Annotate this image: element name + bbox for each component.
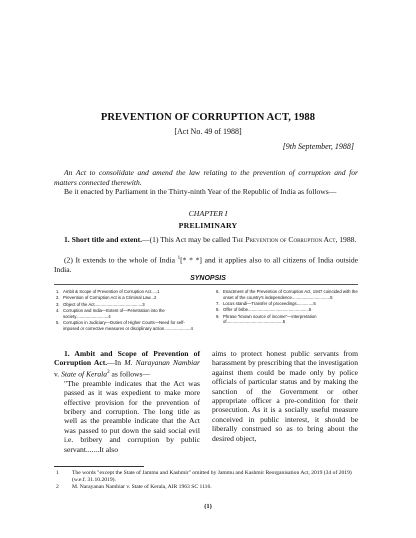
quote-left: "The preamble indicates that the Act was passed as it was expedient to make more effective provision for the prevention of bribery and corruption. The long title as well as the preamble indicate that the Act was passed to put down the said social evil i.e. bribery and corruption by public servant.......It also	[64, 378, 200, 454]
synopsis-item-number: 2.	[56, 295, 60, 301]
footnote-number: 2	[56, 484, 59, 490]
act-name: The Prevention of Corruption Act	[232, 235, 336, 244]
section-1-sub1-text: —(1) This Act may be called	[142, 235, 233, 244]
synopsis-item	[56, 295, 198, 301]
synopsis-item	[56, 308, 198, 319]
synopsis-right-column	[216, 289, 358, 326]
synopsis-item-number: 6.	[216, 289, 220, 294]
commentary-heading: 1. Ambit and Scope of Prevention of Corruption Act.	[54, 349, 200, 368]
commentary-intro-2: v.	[54, 369, 62, 379]
commentary-intro	[54, 349, 200, 379]
section-1-sub2-start: (2) It extends to the whole of India	[64, 255, 178, 265]
synopsis-item-number: 5.	[56, 319, 60, 325]
synopsis-item	[216, 289, 358, 300]
synopsis-item-number: 8.	[216, 307, 220, 313]
page-number: (1)	[204, 503, 212, 510]
synopsis-item	[56, 302, 198, 308]
footnotes	[54, 470, 358, 491]
synopsis-item	[216, 307, 358, 313]
section-1-subsection-1	[54, 235, 358, 245]
synopsis-item-text: Corruption and India—Extent of—Penetration into the society...........................4	[63, 307, 165, 319]
synopsis-item-text: Phrase "known source of income"—interpretation of...............................................5	[223, 313, 317, 325]
synopsis-item-text: Offer of bribe...................................................5	[223, 307, 312, 313]
synopsis-heading: SYNOPSIS	[190, 275, 226, 282]
commentary-intro-1: —In	[107, 358, 125, 368]
omitted-text-marker: [* * *]	[180, 255, 202, 265]
act-number: [Act No. 49 of 1988]	[174, 127, 242, 136]
synopsis-item	[216, 314, 358, 325]
footnote-text: M. Narayanan Nambiar v. State of Kerala, AIR 1963 SC 1116.	[72, 484, 212, 490]
synopsis-divider	[54, 284, 358, 285]
footnote-ref-1[interactable]: 1	[177, 256, 181, 261]
section-1-heading: 1. Short title and extent.	[64, 235, 143, 244]
synopsis-item-text: Enactment of the Prevention of Corruption Act, 1947 coincided with the onset of the country's independence................................5	[223, 289, 358, 300]
synopsis-item-number: 4.	[56, 307, 60, 313]
chapter-label: CHAPTER I	[188, 209, 228, 218]
footnote-ref-2[interactable]: 2	[107, 369, 110, 375]
commentary-intro-3: as follows—	[109, 369, 151, 379]
commentary-right-column	[212, 349, 358, 443]
synopsis-item-number: 1.	[56, 289, 60, 294]
commentary-left-column	[54, 349, 200, 454]
footnote-1	[54, 470, 358, 484]
synopsis-item-text: Prevention of Corruption Act is a Criminal Law...2	[63, 295, 157, 301]
footnote-number: 1	[56, 470, 59, 476]
section-1-sub2-end: and it applies also to all citizens of India outside India.	[54, 255, 358, 275]
synopsis-item-text: Ambit & Scope of Prevention of Corruption Act.....1	[63, 289, 160, 294]
synopsis-item-number: 3.	[56, 301, 60, 307]
footnote-2	[54, 484, 358, 491]
section-1-sub1-end: , 1988.	[335, 235, 357, 244]
long-title	[54, 168, 358, 187]
quote-right: aims to protect honest public servants from harassment by prescribing that the investigation against them could be made only by police officials of particular status and by making the sanction of the Government or other appropriate officer a pre-condition for their prosecution. As it is a socially useful measure conceived in public interest, it should be liberally construed so as to bring about the desired object,	[212, 349, 358, 443]
case-name: M. Narayanan Nambiar	[124, 358, 201, 368]
act-title: PREVENTION OF CORRUPTION ACT, 1988	[100, 112, 316, 123]
synopsis-item	[56, 320, 198, 331]
synopsis-item-text: Locus standi—Transfer of proceedings..............5	[223, 301, 316, 306]
synopsis-item	[216, 301, 358, 307]
synopsis-item-text: Corruption in Judiciary—Duties of Higher Courts—Need for self-imposed or corrective measures or disciplinary action......................4	[63, 319, 193, 331]
synopsis-item	[56, 289, 198, 295]
synopsis-item-number: 7.	[216, 301, 220, 306]
case-state: State of Kerala	[61, 369, 108, 379]
chapter-name: PRELIMINARY	[178, 221, 238, 230]
synopsis-item-text: Object of the Act........................................3	[63, 301, 145, 307]
footnote-divider	[54, 466, 144, 467]
act-date: [9th September, 1988]	[282, 142, 354, 151]
enacting-clause: Be it enacted by Parliament in the Thirty-ninth Year of the Republic of India as follows—	[64, 187, 337, 196]
long-title-text: An Act to consolidate and amend the law relating to the prevention of corruption and for matters connected therewith.	[54, 168, 358, 187]
footnote-text: The words "except the State of Jammu and Kashmir" omitted by Jammu and Kashmir Reorganisation Act, 2019 (34 of 2019) (w.e.f. 31.10.2019).	[72, 470, 352, 483]
synopsis-item-number: 9.	[216, 313, 220, 319]
section-1-subsection-2	[54, 254, 358, 275]
synopsis-left-column	[56, 289, 198, 332]
